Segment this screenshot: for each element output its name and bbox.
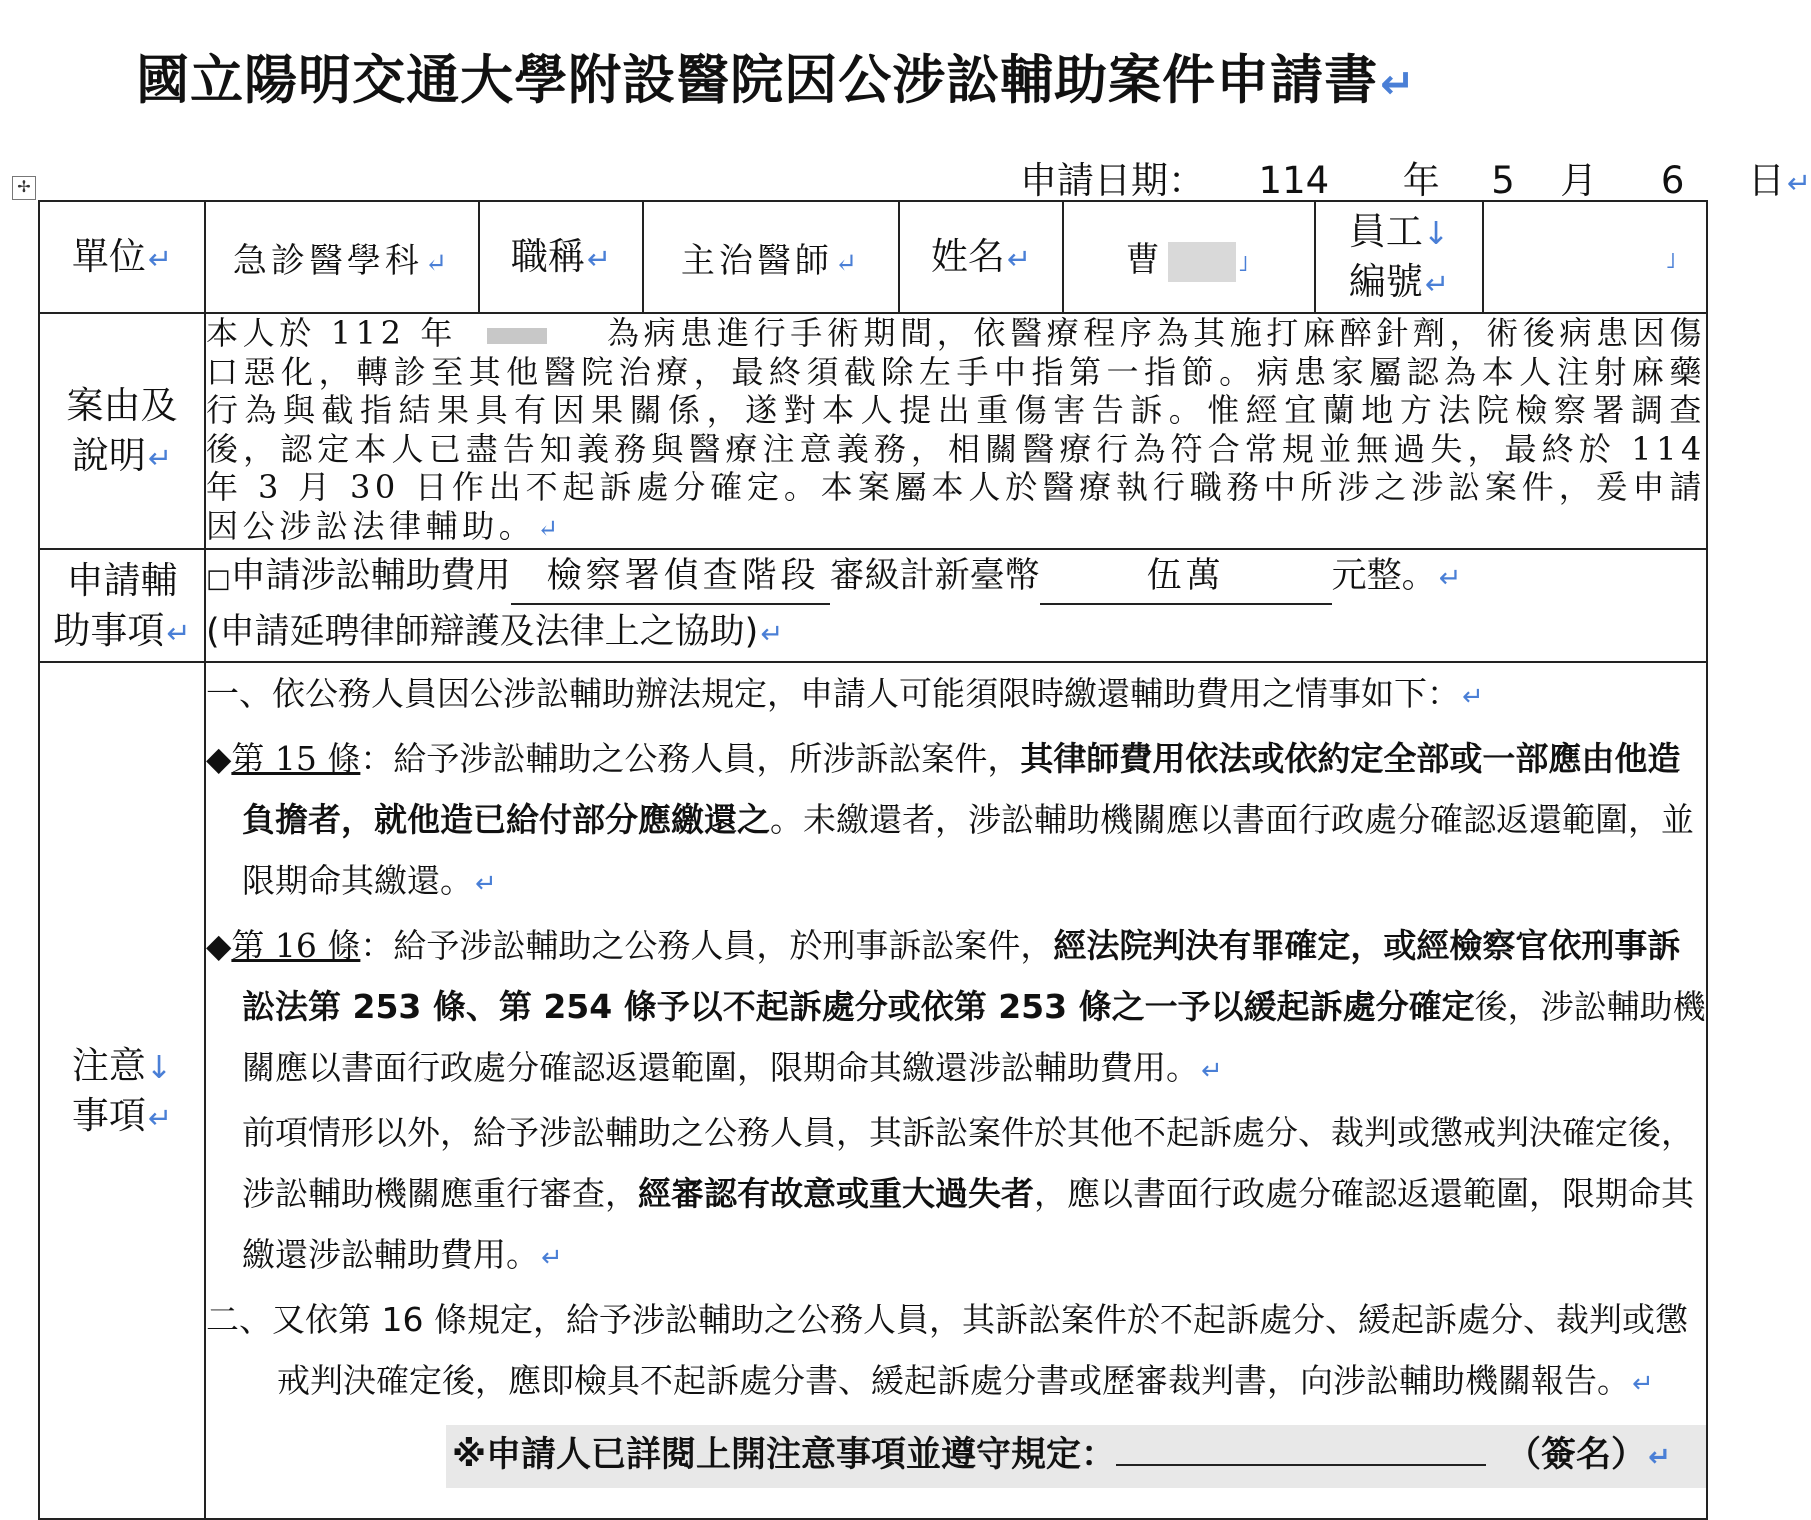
article-15-item: ◆第 15 條：給予涉訟輔助之公務人員，所涉訴訟案件，其律師費用依法或依約定全部或一部應由他造負擔者，就他造已給付部分應繳還之。未繳還者，涉訟輔助機關應以書面行政處分確認返還範圍，並限期命其繳還。↵ [206, 739, 1694, 900]
notes-content-cell [205, 662, 1707, 1519]
title-value-cell[interactable]: 主治醫師↵ [643, 201, 899, 313]
name-value-cell[interactable]: 曹 ˩ [1063, 201, 1315, 313]
redaction-block [1168, 242, 1236, 282]
notes-row [39, 662, 1707, 1519]
date-day[interactable]: 6 [1660, 159, 1685, 202]
apply-note: (申請延聘律師辯護及法律上之協助) [206, 612, 759, 652]
date-month-unit: 月 [1560, 159, 1598, 202]
other-cases-paragraph: 前項情形以外，給予涉訟輔助之公務人員，其訴訟案件於其他不起訴處分、裁判或懲戒判決確定後，涉訟輔助機關應重行審查，經審認有故意或重大過失者，應以書面行政處分確認返還範圍，限期命其繳還涉訟輔助費用。↵ [242, 1113, 1694, 1274]
title-label-cell: 職稱↵ [479, 201, 643, 313]
reason-label-cell: 案由及 說明↵ [39, 313, 205, 549]
header-row [39, 201, 1707, 313]
reason-text-start: 本人於 112 年 [206, 314, 458, 352]
employee-id-label-cell: 員工↓ 編號↵ [1315, 201, 1483, 313]
article-16-ref: 第 16 條 [231, 926, 361, 965]
date-year-unit: 年 [1402, 159, 1440, 202]
article-15-ref: 第 15 條 [231, 739, 361, 778]
name-label-cell: 姓名↵ [899, 201, 1063, 313]
page-title: 國立陽明交通大學附設醫院因公涉訟輔助案件申請書↵ [136, 50, 1416, 111]
apply-checkbox[interactable]: □ [206, 564, 231, 594]
date-month[interactable]: 5 [1491, 159, 1515, 202]
date-year[interactable]: 114 [1258, 159, 1330, 202]
application-date: 申請日期： 114 年 5 月 6 日↵ [1020, 159, 1811, 202]
article-16-item: ◆第 16 條：給予涉訟輔助之公務人員，於刑事訴訟案件，經法院判決有罪確定，或經檢察官依刑事訴訟法第 253 條、第 254 條予以不起訴處分或依第 253 條之一予以緩起訴處分確定後，涉訟輔助機關應以書面行政處分確認返還範圍，限期命其繳還涉訟輔助費用。↵ [206, 926, 1706, 1087]
notes-second-item: 二、又依第 16 條規定，給予涉訟輔助之公務人員，其訴訟案件於不起訴處分、緩起訴處分、裁判或懲戒判決確定後，應即檢具不起訴處分書、緩起訴處分書或歷審裁判書，向涉訟輔助機關報告。↵ [206, 1300, 1688, 1400]
unit-value: 急診醫學科 [232, 240, 423, 281]
unit-label-cell: 單位↵ [39, 201, 205, 313]
bullet-icon: ◆ [206, 926, 232, 965]
reason-text-cell[interactable]: 本人於 112 年 為病患進行手術期間，依醫療程序為其施打麻醉針劑，術後病患因傷口惡化，轉診至其他醫院治療，最終須截除左手中指第一指節。病患家屬認為本人注射麻藥行為與截指結果具有因果關係，遂對本人提出重傷害告訴。惟經宜蘭地方法院檢察署調查後，認定本人已盡告知義務與醫療注意義務，相關醫療行為符合常規並無過失，最終於 114 年 3 月 30 日作出不起訴處分確定。本案屬本人於醫療執行職務中所涉之涉訟案件，爰申請因公涉訟法律輔助。↵ [205, 313, 1707, 549]
signature-line: ※申請人已詳閱上開注意事項並遵守規定： （簽名）↵ [446, 1425, 1706, 1488]
amount-field[interactable]: 伍萬 [1040, 550, 1332, 605]
unit-value-cell[interactable]: 急診醫學科↵ [205, 201, 479, 313]
reason-text-body: 為病患進行手術期間，依醫療程序為其施打麻醉針劑，術後病患因傷口惡化，轉診至其他醫院治療，最終須截除左手中指第一指節。病患家屬認為本人注射麻藥行為與截指結果具有因果關係，遂對本人提出重傷害告訴。惟經宜蘭地方法院檢察署調查後，認定本人已盡告知義務與醫療注意義務，相關醫療行為符合常規並無過失，最終於 114 年 3 月 30 日作出不起訴處分確定。本案屬本人於醫療執行職務中所涉之涉訟案件，爰申請因公涉訟法律輔助。 [206, 314, 1706, 545]
notes-intro: 一、依公務人員因公涉訟輔助辦法規定，申請人可能須限時繳還輔助費用之情事如下：↵ [206, 674, 1484, 713]
date-label: 申請日期： [1020, 159, 1205, 202]
name-value: 曹 [1125, 240, 1164, 280]
apply-content-cell: □申請涉訟輔助費用 檢察署偵查階段 審級計新臺幣 伍萬 元整。↵ (申請延聘律師辯護及法律上之協助)↵ [205, 549, 1707, 662]
signature-field[interactable] [1116, 1434, 1486, 1466]
redaction-block [487, 328, 547, 344]
reason-row [39, 313, 1707, 549]
apply-row [39, 549, 1707, 662]
date-day-unit: 日 [1747, 159, 1785, 202]
notes-label-cell: 注意↓ 事項↵ [39, 662, 205, 1519]
title-value: 主治醫師 [680, 240, 833, 281]
stage-field[interactable]: 檢察署偵查階段 [511, 550, 830, 605]
apply-label-cell: 申請輔 助事項↵ [39, 549, 205, 662]
employee-id-value-cell[interactable]: ˩ [1483, 201, 1707, 313]
application-form-table [38, 200, 1708, 1520]
bullet-icon: ◆ [206, 739, 232, 778]
table-move-handle-icon[interactable]: ✢ [12, 176, 36, 200]
